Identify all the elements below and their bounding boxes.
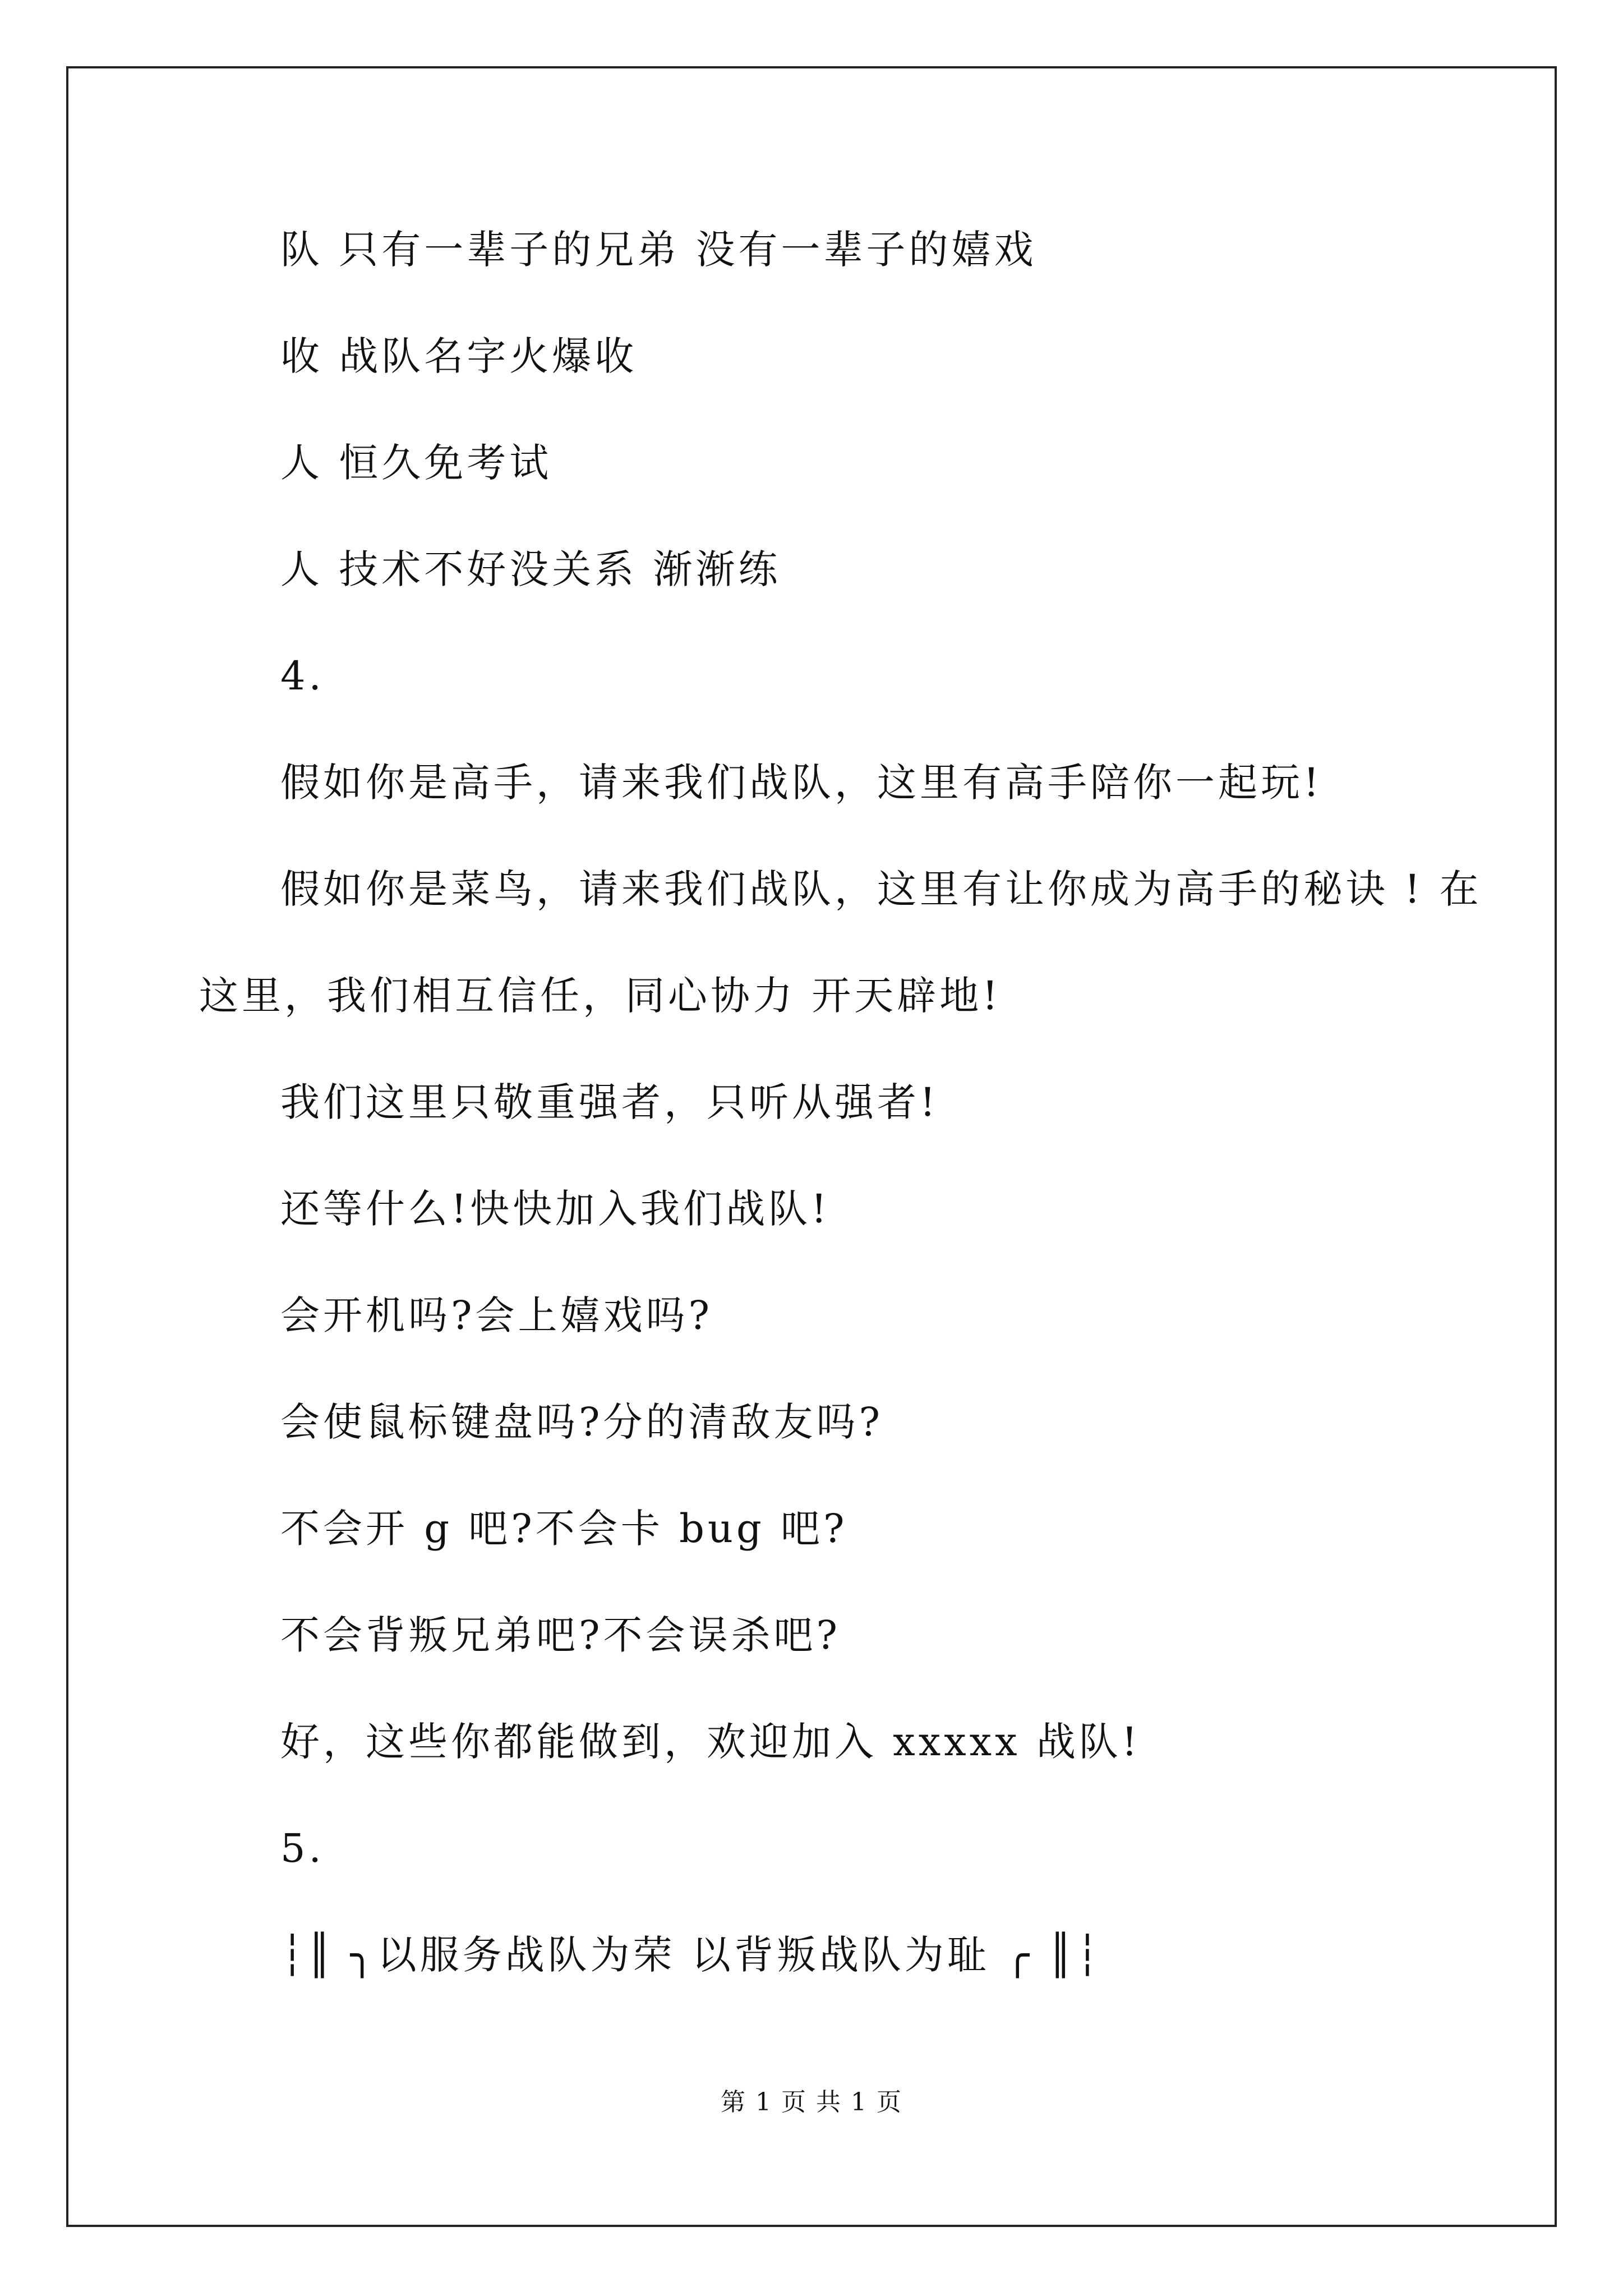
text-line-1: 队 只有一辈子的兄弟 没有一辈子的嬉戏 [280,227,1037,273]
section-number-5: 5. [280,1825,325,1871]
text-line-2: 收 战队名字火爆收 [280,333,638,379]
text-line-11: 会开机吗?会上嬉戏吗? [280,1292,713,1338]
text-line-7: 假如你是菜鸟，请来我们战队，这里有让你成为高手的秘诀 ! 在 [280,866,1482,912]
text-line-14: 不会背叛兄弟吧?不会误杀吧? [280,1612,841,1658]
section-number-4: 4. [280,653,325,699]
page-footer: 第 1 页 共 1 页 [721,2088,902,2116]
page-border [66,66,1557,2227]
text-line-3: 人 恒久免考试 [280,440,552,486]
text-line-15: 好，这些你都能做到，欢迎加入 xxxxx 战队! [280,1719,1141,1765]
text-line-4: 人 技术不好没关系 渐渐练 [280,546,781,592]
text-line-8: 这里，我们相互信任，同心协力 开天辟地! [199,973,1002,1019]
text-line-10: 还等什么!快快加入我们战队! [280,1186,831,1232]
text-line-12: 会使鼠标键盘吗?分的清敌友吗? [280,1399,884,1445]
text-line-13: 不会开 g 吧?不会卡 bug 吧? [280,1506,848,1552]
text-line-17: ┆║ ╮以服务战队为荣 以背叛战队为耻 ╭ ║┆ [280,1932,1103,1978]
text-line-9: 我们这里只敬重强者，只听从强者! [280,1079,939,1125]
text-line-6: 假如你是高手，请来我们战队，这里有高手陪你一起玩! [280,760,1323,806]
